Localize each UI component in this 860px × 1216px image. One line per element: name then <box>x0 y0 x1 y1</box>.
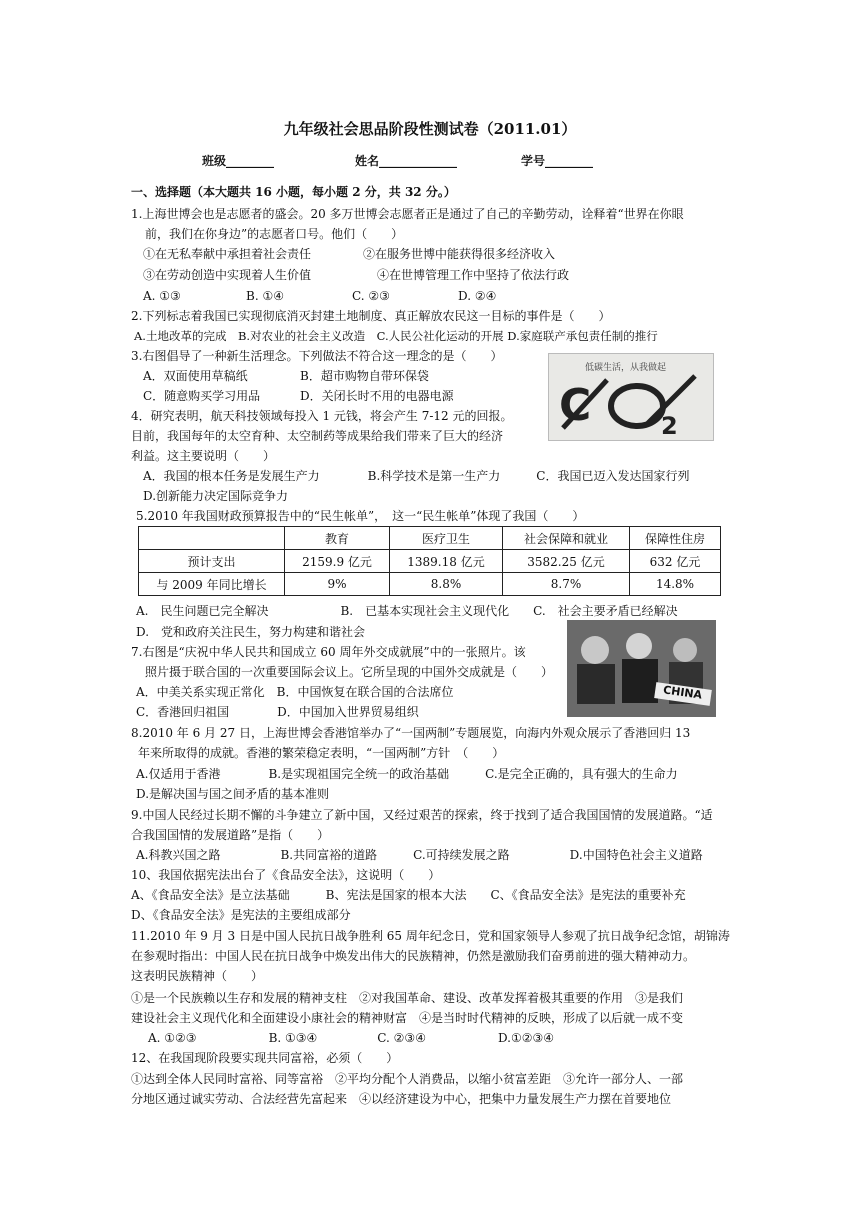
q12-stem: 12、在我国现阶段要实现共同富裕，必须（ ） <box>131 1051 399 1065</box>
q7-stem-line1: 7.右图是“庆祝中华人民共和国成立 60 周年外交成就展”中的一张照片。该 <box>131 645 526 659</box>
co2-crossed-icon <box>549 354 713 440</box>
q11-stem-line3: 这表明民族精神（ ） <box>131 969 264 983</box>
q4-stem-line3: 利益。这主要说明（ ） <box>131 449 276 463</box>
q9-options: A.科教兴国之路 B.共同富裕的道路 C.可持续发展之路 D.中国特色社会主义道路 <box>136 848 703 862</box>
q9-stem-line1: 9.中国人民经过长期不懈的斗争建立了新中国，又经过艰苦的探索，终于找到了适合我国国情的发展道路。“适 <box>131 808 713 822</box>
q7-options-ab: A．中美关系实现正常化 B．中国恢复在联合国的合法席位 <box>136 685 454 699</box>
q4-stem-line2: 目前，我国每年的太空育种、太空制药等成果给我们带来了巨大的经济 <box>131 429 504 443</box>
q1-option-c: C. ②③ <box>352 289 390 303</box>
q2-stem: 2.下列标志着我国已实现彻底消灭封建土地制度、真正解放农民这一目标的事件是（ ） <box>131 309 611 323</box>
class-field: 班级________ <box>202 154 275 168</box>
photo-figures-icon <box>567 620 716 717</box>
table-cell: 9% <box>285 573 390 596</box>
q1-statement-2: ②在服务世博中能获得很多经济收入 <box>363 247 556 261</box>
table-row <box>139 550 721 573</box>
q1-statement-1: ①在无私奉献中承担着社会责任 <box>143 247 312 261</box>
q9-stem-line2: 合我国国情的发展道路”是指（ ） <box>131 828 330 842</box>
table-header-row <box>139 527 721 550</box>
q1-option-a: A. ①③ <box>143 289 181 303</box>
low-carbon-image <box>548 353 714 441</box>
q3-stem: 3.右图倡导了一种新生活理念。下列做法不符合这一理念的是（ ） <box>131 349 503 363</box>
q7-options-cd: C．香港回归祖国 D．中国加入世界贸易组织 <box>136 705 419 719</box>
table-header-cell: 医疗卫生 <box>390 527 503 550</box>
table-header-cell: 保障性住房 <box>630 527 721 550</box>
low-carbon-caption: 低碳生活，从我做起 <box>585 363 667 373</box>
q8-stem-line2: 年来所取得的成就。香港的繁荣稳定表明，“一国两制”方针 （ ） <box>138 746 505 760</box>
table-cell: 632 亿元 <box>630 550 721 573</box>
table-cell: 8.8% <box>390 573 503 596</box>
q3-option-a: A．双面使用草稿纸 <box>143 369 248 383</box>
table-cell: 8.7% <box>503 573 630 596</box>
q1-statement-4: ④在世博管理工作中坚持了依法行政 <box>377 268 570 282</box>
student-number-field: 学号________ <box>521 154 594 168</box>
q1-option-b: B. ①④ <box>246 289 284 303</box>
q12-statements-line2: 分地区通过诚实劳动、合法经营先富起来 ④以经济建设为中心，把集中力量发展生产力摆在首要地位 <box>131 1092 672 1106</box>
table-row <box>139 573 721 596</box>
q4-option-d: D.创新能力决定国际竞争力 <box>143 489 289 503</box>
china-nameplate: CHINA <box>662 683 703 702</box>
q12-statements-line1: ①达到全体人民同时富裕、同等富裕 ②平均分配个人消费品，以缩小贫富差距 ③允许一部分人、一部 <box>131 1072 684 1086</box>
q3-option-b: B．超市购物自带环保袋 <box>300 369 429 383</box>
q4-options: A．我国的根本任务是发展生产力 B.科学技术是第一生产力 C．我国已迈入发达国家行列 <box>143 469 690 483</box>
table-cell: 1389.18 亿元 <box>390 550 503 573</box>
table-cell: 14.8% <box>630 573 721 596</box>
q8-options: A.仅适用于香港 B.是实现祖国完全统一的政治基础 C.是完全正确的，具有强大的生命力 <box>136 767 678 781</box>
table-cell: 3582.25 亿元 <box>503 550 630 573</box>
china-un-photo <box>567 620 716 717</box>
q5-options: A. 民生问题已完全解决 B. 已基本实现社会主义现代化 C. 社会主要矛盾已经解决 <box>136 604 678 618</box>
exam-title: 九年级社会思品阶段性测试卷（2011.01） <box>283 120 577 138</box>
svg-text:2: 2 <box>661 412 678 440</box>
q2-options: A.土地改革的完成 B.对农业的社会主义改造 C.人民公社化运动的开展 D.家庭联产承包责任制的推行 <box>134 329 658 343</box>
q1-stem-line2: 前，我们在你身边”的志愿者口号。他们（ ） <box>145 227 404 241</box>
q11-statements-line2: 建设社会主义现代化和全面建设小康社会的精神财富 ④是当时时代精神的反映，形成了以后就一成不变 <box>131 1011 684 1025</box>
q8-stem-line1: 8.2010 年 6 月 27 日，上海世博会香港馆举办了“一国两制”专题展览，向海内外观众展示了香港回归 13 <box>131 726 691 740</box>
table-header-cell <box>139 527 285 550</box>
q10-option-d: D、《食品安全法》是宪法的主要组成部分 <box>131 908 351 922</box>
q3-option-d: D．关闭长时不用的电器电源 <box>300 389 454 403</box>
q7-stem-line2: 照片摄于联合国的一次重要国际会议上。它所呈现的中国外交成就是（ ） <box>145 665 554 679</box>
section-heading: 一、选择题（本大题共 16 小题，每小题 2 分，共 32 分。） <box>131 185 456 199</box>
q4-stem-line1: 4．研究表明，航天科技领域每投入 1 元钱，将会产生 7-12 元的回报。 <box>131 409 513 423</box>
q11-stem-line2: 在参观时指出：中国人民在抗日战争中焕发出伟大的民族精神，仍然是激励我们奋勇前进的强大精神动力。 <box>131 949 696 963</box>
table-header-cell: 社会保障和就业 <box>503 527 630 550</box>
table-cell: 与 2009 年同比增长 <box>139 573 285 596</box>
q5-option-d: D. 党和政府关注民生，努力构建和谐社会 <box>136 625 366 639</box>
svg-text:C: C <box>559 380 592 431</box>
q10-stem: 10、我国依据宪法出台了《食品安全法》，这说明（ ） <box>131 868 441 882</box>
budget-table <box>138 526 721 596</box>
q5-stem: 5.2010 年我国财政预算报告中的“民生帐单”， 这一“民生帐单”体现了我国（ ） <box>136 509 585 523</box>
q10-options: A、《食品安全法》是立法基础 B、宪法是国家的根本大法 C、《食品安全法》是宪法的重要补充 <box>131 888 686 902</box>
table-header-cell: 教育 <box>285 527 390 550</box>
table-cell: 2159.9 亿元 <box>285 550 390 573</box>
q11-statements-line1: ①是一个民族赖以生存和发展的精神支柱 ②对我国革命、建设、改革发挥着极其重要的作用 ③是我们 <box>131 991 684 1005</box>
q8-option-d: D.是解决国与国之间矛盾的基本准则 <box>136 787 330 801</box>
name-field: 姓名_____________ <box>355 154 458 168</box>
table-cell: 预计支出 <box>139 550 285 573</box>
q3-option-c: C．随意购买学习用品 <box>143 389 261 403</box>
q1-option-d: D. ②④ <box>458 289 497 303</box>
q1-stem-line1: 1.上海世博会也是志愿者的盛会。20 多万世博会志愿者正是通过了自己的辛勤劳动，诠释着“世界在你眼 <box>131 207 684 221</box>
q1-statement-3: ③在劳动创造中实现着人生价值 <box>143 268 312 282</box>
q11-options: A. ①②③ B. ①③④ C. ②③④ D.①②③④ <box>148 1031 554 1045</box>
q11-stem-line1: 11.2010 年 9 月 3 日是中国人民抗日战争胜利 65 周年纪念日，党和国家领导人参观了抗日战争纪念馆，胡锦涛 <box>131 929 730 943</box>
